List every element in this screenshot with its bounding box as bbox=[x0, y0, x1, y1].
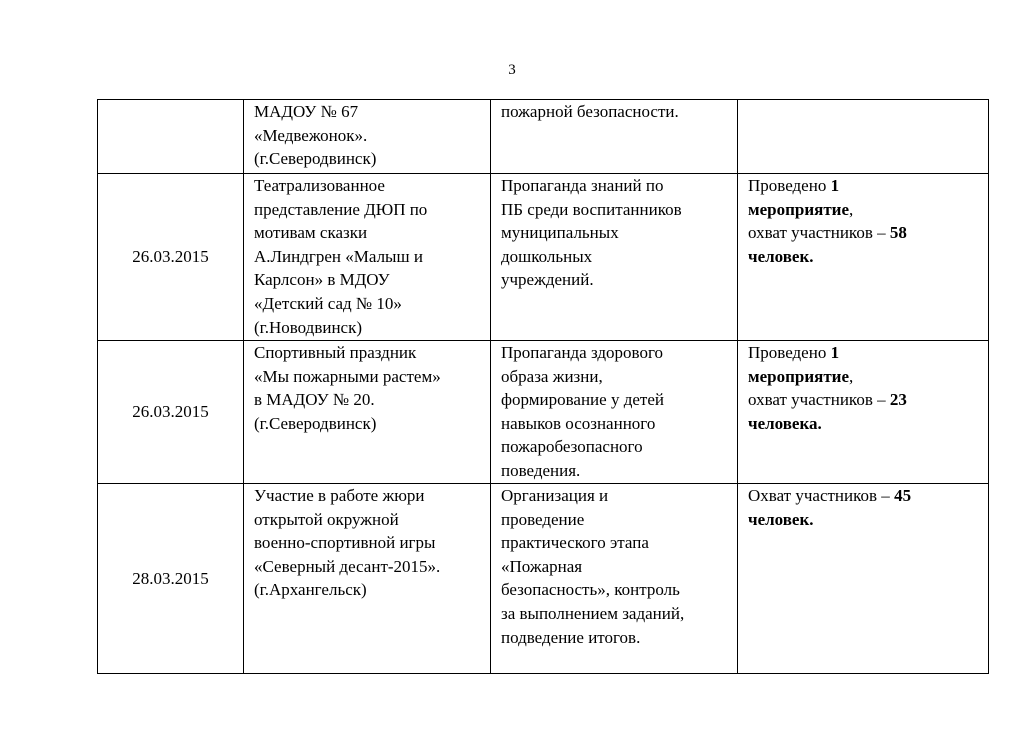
result-cell bbox=[738, 484, 989, 674]
event-line: (г.Северодвинск) bbox=[254, 149, 377, 169]
goal-line: дошкольных bbox=[501, 246, 593, 266]
result-line bbox=[748, 508, 980, 532]
result-text: Проведено bbox=[748, 176, 831, 195]
goal-cell bbox=[491, 341, 738, 484]
event-line: в МАДОУ № 20. bbox=[254, 390, 375, 410]
date-text: 28.03.2015 bbox=[132, 568, 209, 588]
event-line: «Мы пожарными растем» bbox=[254, 366, 441, 386]
goal-line: безопасность», контроль bbox=[501, 580, 680, 600]
goal-line: Пропаганда здорового bbox=[501, 343, 663, 362]
result-count: 58 bbox=[889, 223, 907, 243]
result-cell bbox=[738, 100, 989, 174]
result-count: 23 bbox=[889, 390, 907, 410]
date-text: 26.03.2015 bbox=[132, 402, 209, 422]
date-cell bbox=[98, 100, 244, 174]
goal-line: навыков осознанного bbox=[501, 413, 656, 433]
goal-line: ПБ среди воспитанников bbox=[501, 199, 682, 219]
goal-line: Организация и bbox=[501, 486, 609, 505]
goal-line: муниципальных bbox=[501, 223, 619, 243]
event-line: Участие в работе жюри bbox=[254, 486, 425, 505]
goal-line: пожаробезопасного bbox=[501, 437, 643, 457]
event-line: «Медвежонок». bbox=[254, 125, 368, 145]
event-line: «Детский сад № 10» bbox=[254, 293, 402, 313]
page-number: 3 bbox=[508, 62, 516, 78]
result-count: 45 bbox=[894, 486, 912, 505]
result-cell bbox=[738, 174, 989, 341]
result-line bbox=[748, 198, 980, 222]
event-cell bbox=[244, 174, 491, 341]
event-line: А.Линдгрен «Малыш и bbox=[254, 246, 423, 266]
result-text: Проведено bbox=[748, 343, 831, 362]
result-line bbox=[748, 365, 980, 389]
table-row bbox=[98, 100, 989, 174]
result-cell bbox=[738, 341, 989, 484]
result-line bbox=[748, 412, 980, 436]
event-cell bbox=[244, 100, 491, 174]
date-cell bbox=[98, 341, 244, 484]
goal-line: практического этапа bbox=[501, 533, 649, 553]
event-line: Карлсон» в МДОУ bbox=[254, 270, 390, 290]
result-text: , bbox=[849, 366, 854, 386]
result-unit: человек. bbox=[748, 246, 814, 266]
result-unit: человек. bbox=[748, 509, 814, 529]
event-cell bbox=[244, 484, 491, 674]
event-line: (г.Северодвинск) bbox=[254, 413, 377, 433]
table-row bbox=[98, 341, 989, 484]
events-table bbox=[97, 99, 989, 674]
result-text: охват участников – bbox=[748, 390, 890, 410]
goal-line: образа жизни, bbox=[501, 366, 603, 386]
goal-line: формирование у детей bbox=[501, 390, 664, 410]
table-row bbox=[98, 484, 989, 674]
goal-line: за выполнением заданий, bbox=[501, 603, 685, 623]
result-count: 1 bbox=[830, 343, 840, 362]
goal-line: Пропаганда знаний по bbox=[501, 176, 664, 195]
goal-line: подведение итогов. bbox=[501, 627, 641, 647]
result-line bbox=[748, 341, 980, 365]
goal-cell bbox=[491, 174, 738, 341]
table-row bbox=[98, 174, 989, 341]
result-text: , bbox=[849, 199, 854, 219]
goal-cell bbox=[491, 484, 738, 674]
event-line: (г.Новодвинск) bbox=[254, 317, 363, 337]
result-unit: мероприятие bbox=[748, 366, 850, 386]
date-text: 26.03.2015 bbox=[132, 247, 209, 267]
result-line bbox=[748, 174, 980, 198]
event-line: представление ДЮП по bbox=[254, 199, 428, 219]
result-line bbox=[748, 484, 980, 508]
event-line: «Северный десант-2015». bbox=[254, 556, 441, 576]
result-unit: мероприятие bbox=[748, 199, 850, 219]
date-cell bbox=[98, 484, 244, 674]
goal-line: учреждений. bbox=[501, 270, 594, 290]
event-line: военно-спортивной игры bbox=[254, 533, 436, 553]
result-count: 1 bbox=[830, 176, 840, 195]
date-cell bbox=[98, 174, 244, 341]
goal-line: поведения. bbox=[501, 460, 581, 480]
event-line: МАДОУ № 67 bbox=[254, 102, 359, 121]
result-text: охват участников – bbox=[748, 223, 890, 243]
event-cell bbox=[244, 341, 491, 484]
goal-line: «Пожарная bbox=[501, 556, 583, 576]
goal-line: проведение bbox=[501, 509, 585, 529]
event-line: Театрализованное bbox=[254, 176, 385, 195]
goal-cell bbox=[491, 100, 738, 174]
event-line: мотивам сказки bbox=[254, 223, 368, 243]
result-line bbox=[748, 245, 980, 269]
goal-line: пожарной безопасности. bbox=[501, 102, 679, 121]
result-line bbox=[748, 388, 980, 412]
result-line bbox=[748, 221, 980, 245]
event-line: (г.Архангельск) bbox=[254, 580, 367, 600]
event-line: Спортивный праздник bbox=[254, 343, 417, 362]
result-unit: человека. bbox=[748, 413, 822, 433]
result-text: Охват участников – bbox=[748, 486, 895, 505]
event-line: открытой окружной bbox=[254, 509, 399, 529]
